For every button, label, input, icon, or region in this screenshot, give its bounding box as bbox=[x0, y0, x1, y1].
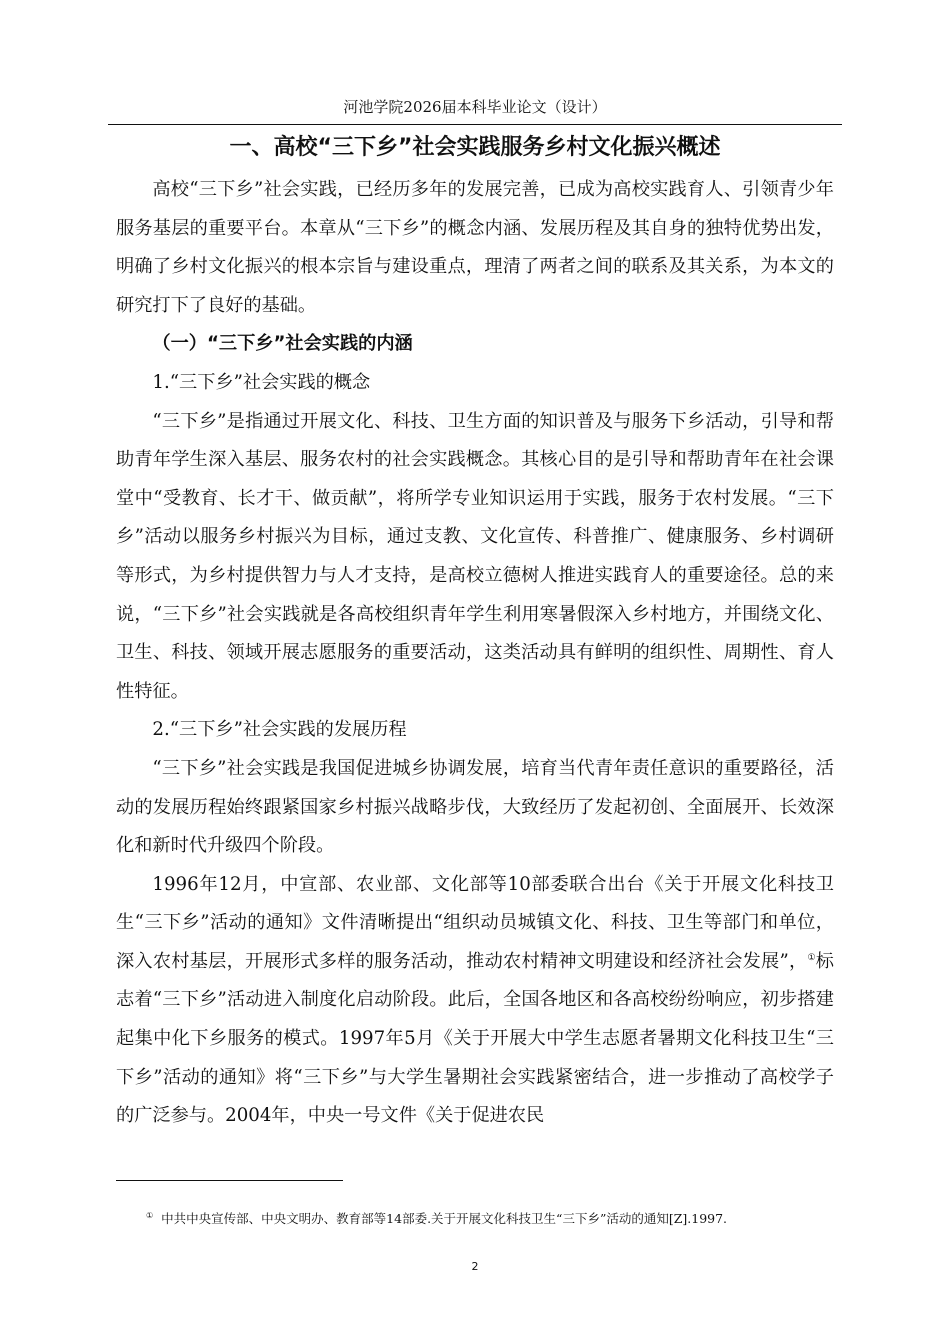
intro-paragraph: 高校“三下乡”社会实践，已经历多年的发展完善，已成为高校实践育人、引领青少年服务基层的重要平台。本章从“三下乡”的概念内涵、发展历程及其自身的独特优势出发，明确了乡村文化振兴的根本宗旨与建设重点，理清了两者之间的联系及其关系，为本文的研究打下了良好的基础。 bbox=[116, 179, 834, 316]
history-1996-text-b: 标志着“三下乡”活动进入制度化启动阶段。此后，全国各地区和各高校纷纷响应，初步搭建起集中化下乡服务的模式。1997年5月《关于开展大中学生志愿者暑期文化科技卫生“三下乡”活动的通知》将“三下乡”与大学生暑期社会实践紧密结合，进一步推动了高校学子的广泛参与。2004年，中央一号文件《关于促进农民 bbox=[116, 950, 834, 1127]
history-1996-text-a: 1996年12月，中宣部、农业部、文化部等10部委联合出台《关于开展文化科技卫生“三下乡”活动的通知》文件清晰提出“组织动员城镇文化、科技、卫生等部门和单位，深入农村基层，开展形式多样的服务活动，推动农村精神文明建设和经济社会发展”， bbox=[116, 873, 834, 972]
footnote-text: 中共中央宣传部、中央文明办、教育部等14部委.关于开展文化科技卫生“三下乡”活动的通知[Z].1997. bbox=[161, 1211, 728, 1227]
subsection-heading-history: 2.“三下乡”社会实践的发展历程 bbox=[152, 719, 407, 741]
section-heading: （一）“三下乡”社会实践的内涵 bbox=[152, 333, 413, 355]
subsection-heading-concept: 1.“三下乡”社会实践的概念 bbox=[152, 371, 371, 393]
concept-paragraph: “三下乡”是指通过开展文化、科技、卫生方面的知识普及与服务下乡活动，引导和帮助青年学生深入基层、服务农村的社会实践概念。其核心目的是引导和帮助青年在社会课堂中“受教育、长才干、做贡献”，将所学专业知识运用于实践，服务于农村发展。“三下乡”活动以服务乡村振兴为目标，通过支教、文化宣传、科普推广、健康服务、乡村调研等形式，为乡村提供智力与人才支持，是高校立德树人推进实践育人的重要途径。总的来说，“三下乡”社会实践就是各高校组织青年学生利用寒暑假深入乡村地方，并围绕文化、卫生、科技、领域开展志愿服务的重要活动，这类活动具有鲜明的组织性、周期性、育人性特征。 bbox=[116, 410, 834, 702]
running-header: 河池学院2026届本科毕业论文（设计） bbox=[343, 98, 607, 116]
footnote-mark: ① bbox=[146, 1211, 154, 1220]
history-paragraph: “三下乡”社会实践是我国促进城乡协调发展，培育当代青年责任意识的重要路径，活动的发展历程始终跟紧国家乡村振兴战略步伐，大致经历了发起初创、全面展开、长效深化和新时代升级四个阶段。 bbox=[116, 757, 834, 857]
footnote bbox=[146, 1207, 836, 1228]
footnote-separator bbox=[116, 1180, 343, 1181]
footnote-reference[interactable]: ① bbox=[807, 952, 816, 963]
body-text bbox=[116, 171, 834, 1136]
history-1996-paragraph bbox=[116, 866, 834, 1136]
header-rule bbox=[108, 124, 842, 125]
page-number: 2 bbox=[471, 1260, 479, 1273]
chapter-title: 一、高校“三下乡”社会实践服务乡村文化振兴概述 bbox=[229, 135, 721, 160]
